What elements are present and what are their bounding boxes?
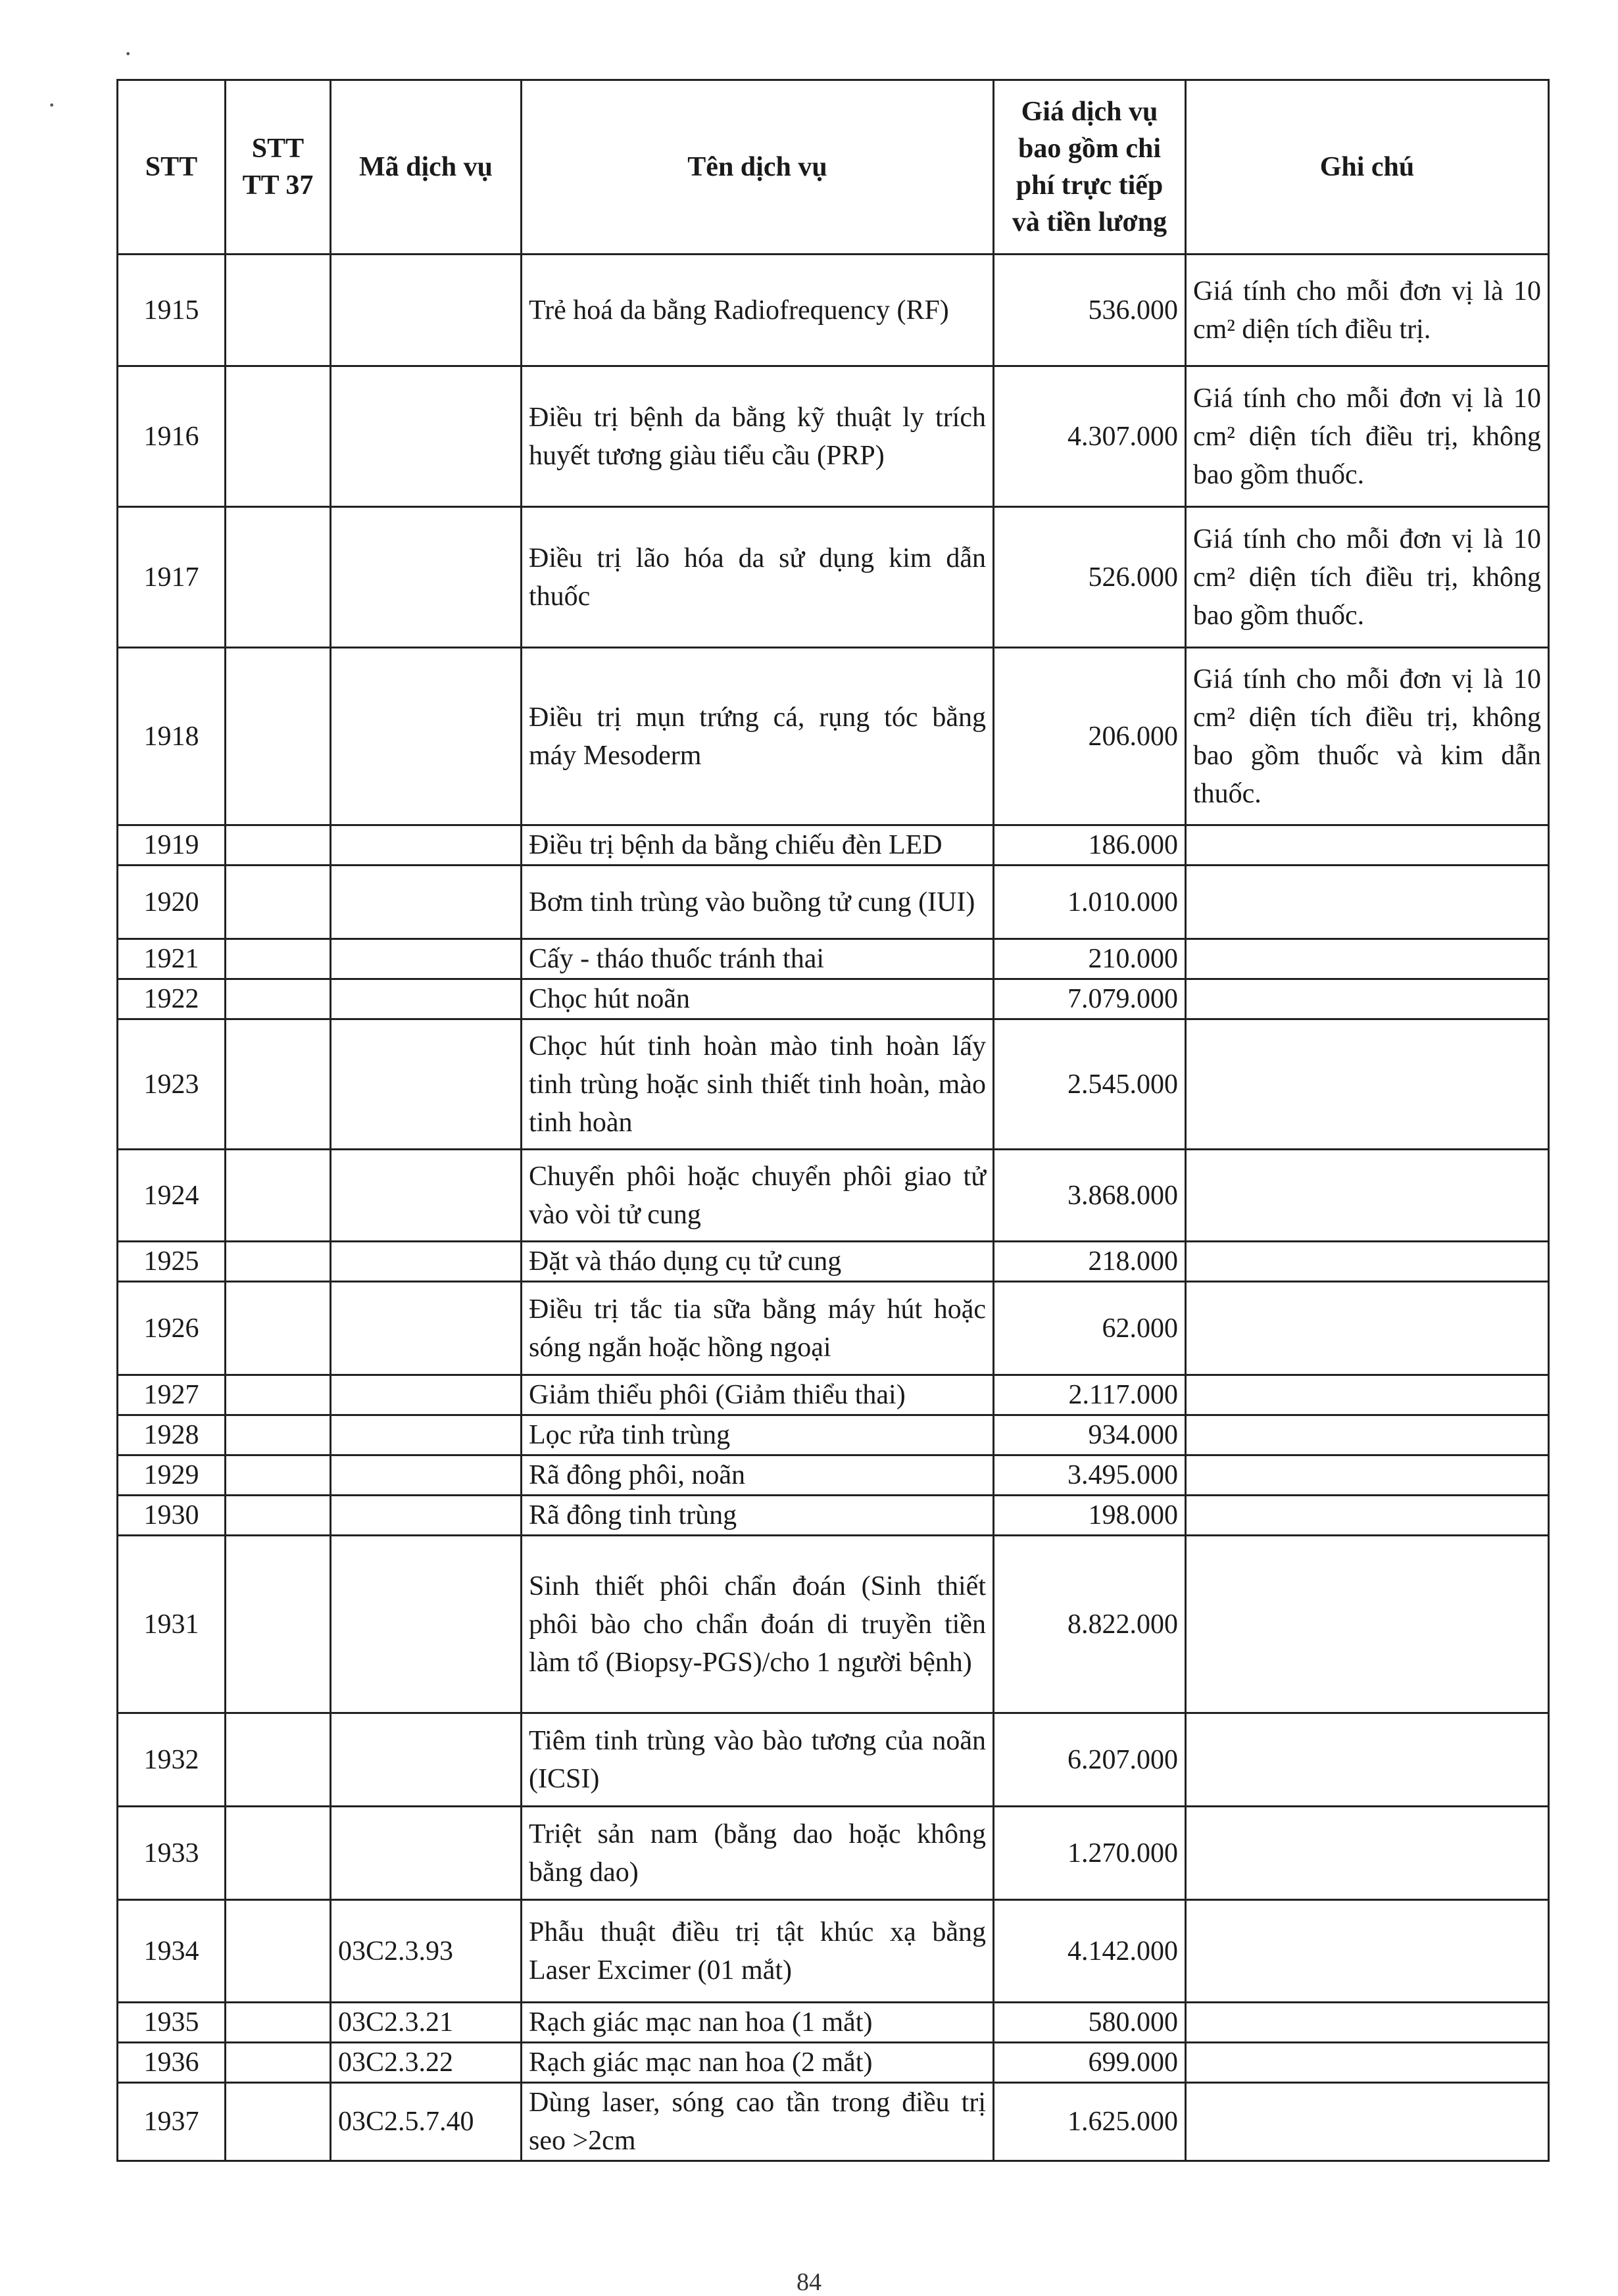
row-stt-tt37 (226, 979, 331, 1019)
row-stt: 1929 (118, 1455, 226, 1496)
row-stt: 1919 (118, 825, 226, 866)
header-row (118, 80, 1549, 255)
table-row (118, 255, 1549, 366)
row-service-name: Điều trị bệnh da bằng kỹ thuật ly trích huyết tương giàu tiểu cầu (PRP) (522, 366, 994, 507)
row-service-name: Điều trị tắc tia sữa bằng máy hút hoặc sóng ngắn hoặc hồng ngoại (522, 1282, 994, 1375)
row-price: 1.270.000 (994, 1807, 1186, 1900)
row-note (1186, 1150, 1549, 1242)
row-price: 6.207.000 (994, 1713, 1186, 1807)
row-stt-tt37 (226, 1536, 331, 1713)
row-note (1186, 1375, 1549, 1415)
table-row (118, 507, 1549, 648)
row-stt: 1933 (118, 1807, 226, 1900)
row-service-name: Bơm tinh trùng vào buồng tử cung (IUI) (522, 866, 994, 939)
row-note: Giá tính cho mỗi đơn vị là 10 cm² diện tích điều trị. (1186, 255, 1549, 366)
row-stt: 1921 (118, 939, 226, 979)
row-price: 210.000 (994, 939, 1186, 979)
row-note (1186, 2083, 1549, 2161)
table-row (118, 1455, 1549, 1496)
table-row (118, 1496, 1549, 1536)
row-note: Giá tính cho mỗi đơn vị là 10 cm² diện tích điều trị, không bao gồm thuốc. (1186, 507, 1549, 648)
row-stt-tt37 (226, 1496, 331, 1536)
row-stt-tt37 (226, 1713, 331, 1807)
row-stt-tt37 (226, 1900, 331, 2003)
row-stt-tt37 (226, 1019, 331, 1150)
row-price: 4.142.000 (994, 1900, 1186, 2003)
row-note (1186, 866, 1549, 939)
row-note: Giá tính cho mỗi đơn vị là 10 cm² diện tích điều trị, không bao gồm thuốc. (1186, 366, 1549, 507)
row-service-name: Chọc hút tinh hoàn mào tinh hoàn lấy tinh trùng hoặc sinh thiết tinh hoàn, mào tinh hoàn (522, 1019, 994, 1150)
row-price: 699.000 (994, 2043, 1186, 2083)
row-stt: 1934 (118, 1900, 226, 2003)
row-service-name: Chuyển phôi hoặc chuyển phôi giao tử vào vòi tử cung (522, 1150, 994, 1242)
row-stt: 1917 (118, 507, 226, 648)
row-price: 526.000 (994, 507, 1186, 648)
row-stt-tt37 (226, 2003, 331, 2043)
row-stt: 1923 (118, 1019, 226, 1150)
row-stt: 1925 (118, 1242, 226, 1282)
row-service-code (331, 1019, 522, 1150)
table-row (118, 866, 1549, 939)
row-service-name: Lọc rửa tinh trùng (522, 1415, 994, 1455)
row-note (1186, 1900, 1549, 2003)
row-service-code: 03C2.5.7.40 (331, 2083, 522, 2161)
row-service-code (331, 825, 522, 866)
row-service-code (331, 507, 522, 648)
table-body (118, 255, 1549, 2161)
row-stt: 1915 (118, 255, 226, 366)
row-stt-tt37 (226, 507, 331, 648)
row-price: 934.000 (994, 1415, 1186, 1455)
header-note: Ghi chú (1186, 80, 1549, 255)
row-note (1186, 1807, 1549, 1900)
row-price: 2.117.000 (994, 1375, 1186, 1415)
row-service-name: Dùng laser, sóng cao tần trong điều trị seo >2cm (522, 2083, 994, 2161)
row-service-code: 03C2.3.22 (331, 2043, 522, 2083)
row-price: 62.000 (994, 1282, 1186, 1375)
row-note (1186, 1019, 1549, 1150)
table-row (118, 1150, 1549, 1242)
header-service-name: Tên dịch vụ (522, 80, 994, 255)
table-row (118, 2003, 1549, 2043)
row-stt-tt37 (226, 1150, 331, 1242)
page-number: 84 (797, 2268, 821, 2296)
row-price: 580.000 (994, 2003, 1186, 2043)
table-row (118, 1713, 1549, 1807)
row-price: 1.625.000 (994, 2083, 1186, 2161)
row-service-code (331, 1375, 522, 1415)
row-service-name: Chọc hút noãn (522, 979, 994, 1019)
header-stt: STT (118, 80, 226, 255)
row-stt: 1918 (118, 648, 226, 825)
row-service-code (331, 1455, 522, 1496)
row-service-name: Phẫu thuật điều trị tật khúc xạ bằng Laser Excimer (01 mắt) (522, 1900, 994, 2003)
row-service-name: Rã đông tinh trùng (522, 1496, 994, 1536)
row-stt-tt37 (226, 2043, 331, 2083)
row-price: 218.000 (994, 1242, 1186, 1282)
row-price: 4.307.000 (994, 366, 1186, 507)
row-price: 186.000 (994, 825, 1186, 866)
table-row (118, 825, 1549, 866)
row-stt: 1932 (118, 1713, 226, 1807)
row-service-code (331, 979, 522, 1019)
row-service-code (331, 1150, 522, 1242)
row-service-name: Trẻ hoá da bằng Radiofrequency (RF) (522, 255, 994, 366)
row-stt-tt37 (226, 255, 331, 366)
row-service-name: Rã đông phôi, noãn (522, 1455, 994, 1496)
row-service-code (331, 866, 522, 939)
row-stt: 1931 (118, 1536, 226, 1713)
row-note (1186, 1242, 1549, 1282)
row-service-code (331, 939, 522, 979)
header-price: Giá dịch vụ bao gồm chi phí trực tiếp và tiền lương (994, 80, 1186, 255)
table-row (118, 1242, 1549, 1282)
table-row (118, 1807, 1549, 1900)
row-price: 8.822.000 (994, 1536, 1186, 1713)
row-service-name: Điều trị mụn trứng cá, rụng tóc bằng máy Mesoderm (522, 648, 994, 825)
row-note: Giá tính cho mỗi đơn vị là 10 cm² diện tích điều trị, không bao gồm thuốc và kim dẫn thuốc. (1186, 648, 1549, 825)
row-stt: 1924 (118, 1150, 226, 1242)
table-row (118, 979, 1549, 1019)
row-stt-tt37 (226, 825, 331, 866)
row-price: 536.000 (994, 255, 1186, 366)
row-price: 3.495.000 (994, 1455, 1186, 1496)
row-stt: 1937 (118, 2083, 226, 2161)
row-service-code (331, 1536, 522, 1713)
table-row (118, 939, 1549, 979)
row-stt: 1920 (118, 866, 226, 939)
row-service-name: Tiêm tinh trùng vào bào tương của noãn (ICSI) (522, 1713, 994, 1807)
row-stt: 1935 (118, 2003, 226, 2043)
row-service-code (331, 1496, 522, 1536)
row-stt-tt37 (226, 1282, 331, 1375)
row-stt: 1916 (118, 366, 226, 507)
row-service-name: Rạch giác mạc nan hoa (2 mắt) (522, 2043, 994, 2083)
row-service-name: Điều trị lão hóa da sử dụng kim dẫn thuốc (522, 507, 994, 648)
table-row (118, 648, 1549, 825)
row-stt: 1926 (118, 1282, 226, 1375)
row-service-code (331, 1242, 522, 1282)
row-stt-tt37 (226, 648, 331, 825)
row-stt-tt37 (226, 1455, 331, 1496)
row-stt-tt37 (226, 939, 331, 979)
row-stt: 1930 (118, 1496, 226, 1536)
row-service-name: Sinh thiết phôi chẩn đoán (Sinh thiết phôi bào cho chẩn đoán di truyền tiền làm tổ (Biopsy-PGS)/cho 1 người bệnh) (522, 1536, 994, 1713)
row-service-code: 03C2.3.21 (331, 2003, 522, 2043)
row-stt-tt37 (226, 1415, 331, 1455)
row-service-name: Điều trị bệnh da bằng chiếu đèn LED (522, 825, 994, 866)
table-row (118, 2083, 1549, 2161)
row-service-name: Rạch giác mạc nan hoa (1 mắt) (522, 2003, 994, 2043)
row-note (1186, 1282, 1549, 1375)
table-row (118, 1019, 1549, 1150)
row-note (1186, 1713, 1549, 1807)
row-note (1186, 2003, 1549, 2043)
table-row (118, 1536, 1549, 1713)
row-price: 1.010.000 (994, 866, 1186, 939)
row-service-name: Giảm thiểu phôi (Giảm thiểu thai) (522, 1375, 994, 1415)
table-row (118, 2043, 1549, 2083)
row-service-code: 03C2.3.93 (331, 1900, 522, 2003)
row-service-code (331, 1415, 522, 1455)
table-row (118, 1375, 1549, 1415)
scan-mark-left: · (47, 90, 57, 120)
row-service-code (331, 255, 522, 366)
row-service-name: Cấy - tháo thuốc tránh thai (522, 939, 994, 979)
row-note (1186, 1496, 1549, 1536)
row-price: 198.000 (994, 1496, 1186, 1536)
service-price-table (116, 79, 1550, 2162)
header-service-code: Mã dịch vụ (331, 80, 522, 255)
row-service-code (331, 1282, 522, 1375)
row-service-code (331, 1807, 522, 1900)
row-service-name: Đặt và tháo dụng cụ tử cung (522, 1242, 994, 1282)
row-stt: 1928 (118, 1415, 226, 1455)
row-price: 206.000 (994, 648, 1186, 825)
row-service-code (331, 1713, 522, 1807)
row-service-code (331, 648, 522, 825)
row-stt: 1922 (118, 979, 226, 1019)
row-note (1186, 1455, 1549, 1496)
row-service-name: Triệt sản nam (bằng dao hoặc không bằng dao) (522, 1807, 994, 1900)
row-stt-tt37 (226, 866, 331, 939)
row-note (1186, 1536, 1549, 1713)
row-price: 7.079.000 (994, 979, 1186, 1019)
row-note (1186, 2043, 1549, 2083)
table-row (118, 1900, 1549, 2003)
row-stt-tt37 (226, 1807, 331, 1900)
row-stt-tt37 (226, 2083, 331, 2161)
row-stt-tt37 (226, 366, 331, 507)
header-stt-tt37: STT TT 37 (226, 80, 331, 255)
scan-mark-top: · (124, 39, 133, 68)
row-note (1186, 1415, 1549, 1455)
row-price: 2.545.000 (994, 1019, 1186, 1150)
row-note (1186, 825, 1549, 866)
row-stt: 1936 (118, 2043, 226, 2083)
row-stt-tt37 (226, 1242, 331, 1282)
row-note (1186, 979, 1549, 1019)
table-row (118, 1282, 1549, 1375)
row-stt-tt37 (226, 1375, 331, 1415)
row-stt: 1927 (118, 1375, 226, 1415)
table-row (118, 1415, 1549, 1455)
row-service-code (331, 366, 522, 507)
row-note (1186, 939, 1549, 979)
row-price: 3.868.000 (994, 1150, 1186, 1242)
table-row (118, 366, 1549, 507)
